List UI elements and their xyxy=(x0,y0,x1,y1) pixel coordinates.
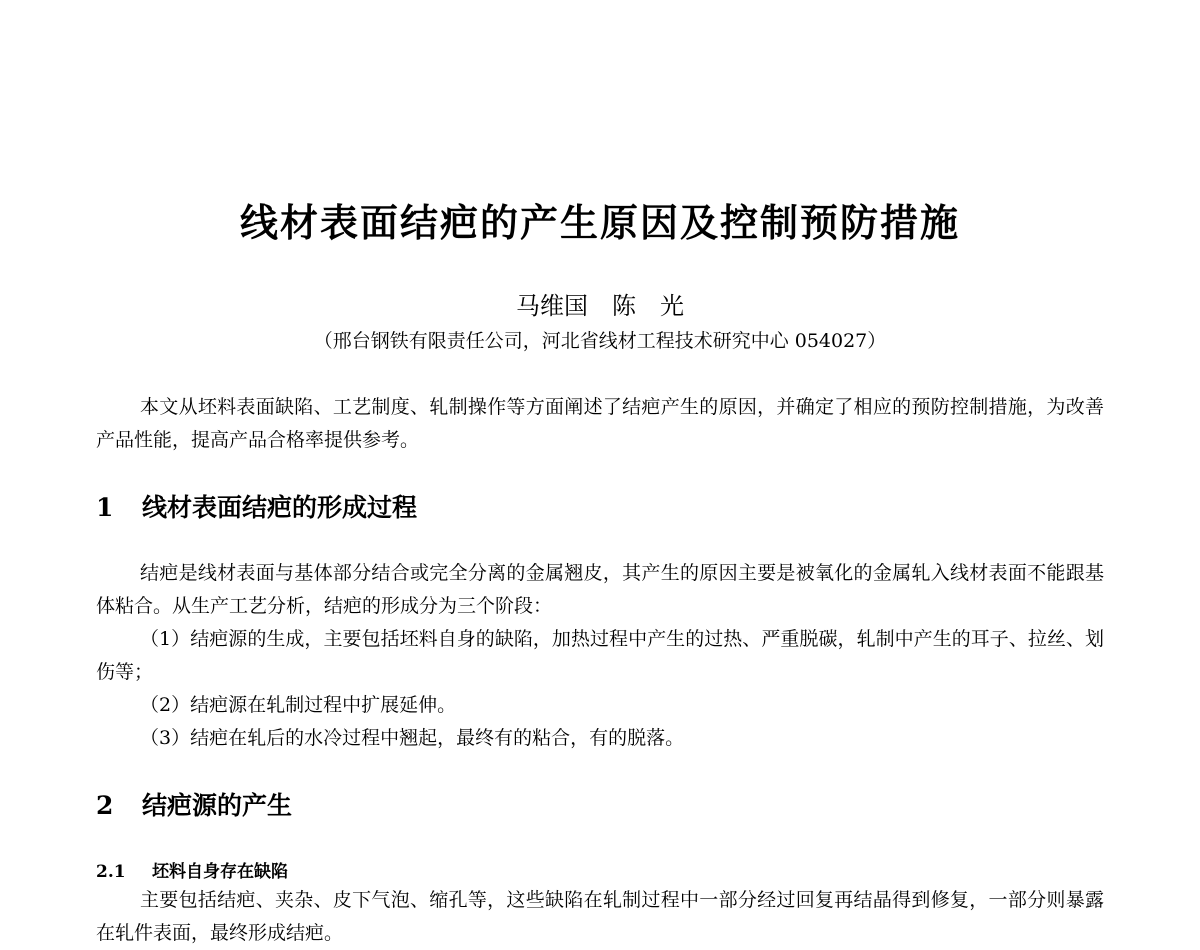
section-2-heading xyxy=(96,786,292,822)
section-1-heading xyxy=(96,488,417,524)
stage-2-item: （2）结疤源在轧制过程中扩展延伸。 xyxy=(140,694,457,716)
section-2-number: 2 xyxy=(96,791,114,820)
section-2-title: 结疤源的产生 xyxy=(142,791,293,820)
author-affiliation: （邢台钢铁有限责任公司，河北省线材工程技术研究中心 054027） xyxy=(313,330,887,352)
section-1-number: 1 xyxy=(96,493,114,522)
subsection-2-1-heading xyxy=(96,857,288,882)
abstract-paragraph: 本文从坯料表面缺陷、工艺制度、轧制操作等方面阐述了结疤产生的原因，并确定了相应的预防控制措施，为改善产品性能，提高产品合格率提供参考。 xyxy=(96,396,1104,451)
stage-3-item: （3）结疤在轧后的水冷过程中翘起，最终有的粘合，有的脱落。 xyxy=(140,727,685,749)
subsection-2-1-title: 坯料自身存在缺陷 xyxy=(152,862,288,882)
section-1-title: 线材表面结疤的形成过程 xyxy=(142,493,418,522)
section-1-intro-paragraph: 结疤是线材表面与基体部分结合或完全分离的金属翘皮，其产生的原因主要是被氧化的金属轧入线材表面不能跟基体粘合。从生产工艺分析，结疤的形成分为三个阶段： xyxy=(96,562,1104,617)
stage-1-item: （1）结疤源的生成，主要包括坯料自身的缺陷，加热过程中产生的过热、严重脱碳，轧制中产生的耳子、拉丝、划伤等； xyxy=(96,628,1104,683)
paper-title: 线材表面结疤的产生原因及控制预防措施 xyxy=(239,201,960,245)
author-list: 马维国 陈 光 xyxy=(516,292,684,320)
subsection-2-1-paragraph: 主要包括结疤、夹杂、皮下气泡、缩孔等，这些缺陷在轧制过程中一部分经过回复再结晶得到修复，一部分则暴露在轧件表面，最终形成结疤。 xyxy=(96,889,1104,944)
subsection-2-1-number: 2.1 xyxy=(96,862,126,882)
